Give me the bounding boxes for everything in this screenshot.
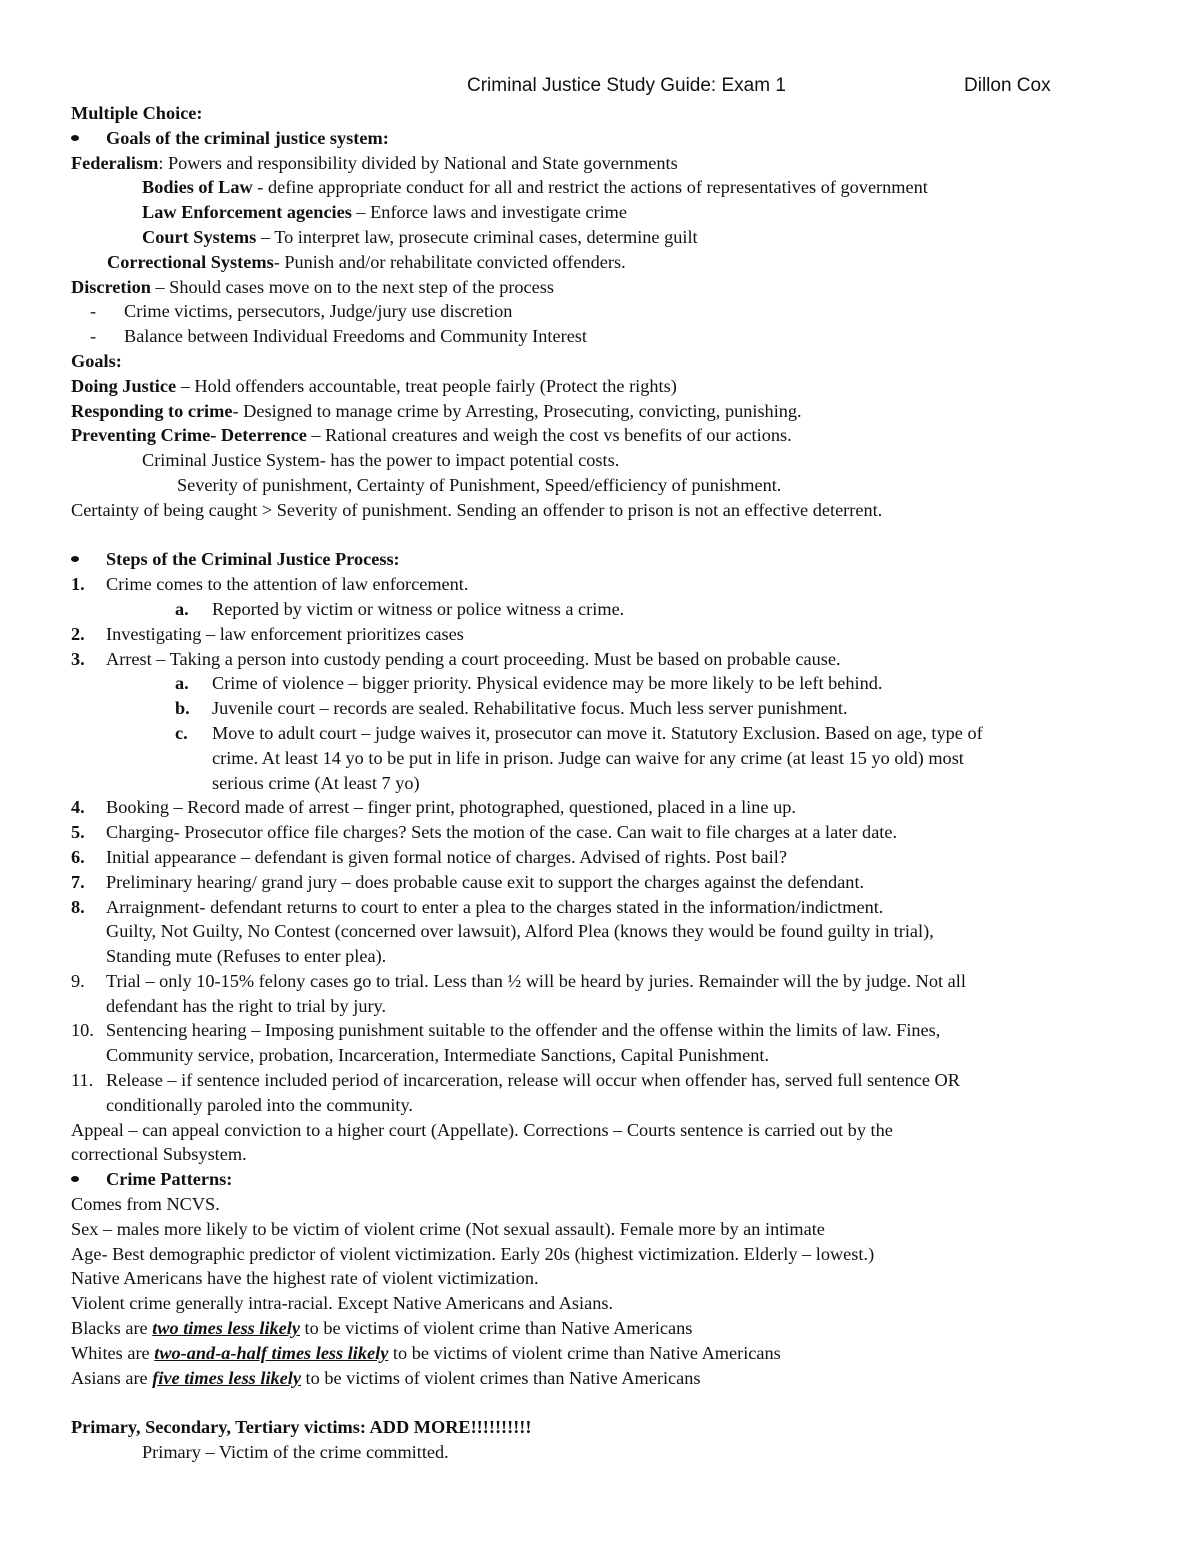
severity-line: Severity of punishment, Certainty of Punishment, Speed/efficiency of punishment. <box>177 474 782 495</box>
author-name: Dillon Cox <box>964 75 1051 96</box>
goals-label: Goals: <box>71 350 122 371</box>
list-item: - Crime victims, persecutors, Judge/jury use discretion <box>71 299 1131 324</box>
blacks-line: Blacks are two times less likely to be victims of violent crime than Native Americans <box>71 1318 693 1339</box>
certainty-line: Certainty of being caught > Severity of punishment. Sending an offender to prison is not an effective deterrent. <box>71 499 883 520</box>
step-item: 7. Preliminary hearing/ grand jury – does probable cause exit to support the charges against the defendant. <box>71 871 865 892</box>
substep-item: a. Reported by victim or witness or police witness a crime. <box>175 598 625 619</box>
whites-line: Whites are two-and-a-half times less likely to be victims of violent crime than Native Americans <box>71 1342 781 1363</box>
preventing-line: Preventing Crime- Deterrence – Rational creatures and weigh the cost vs benefits of our actions. <box>71 425 792 446</box>
pattern-line: Native Americans have the highest rate of violent victimization. <box>71 1268 539 1289</box>
dash-marker: - <box>90 301 97 322</box>
discretion-line: Discretion – Should cases move on to the next step of the process <box>71 276 555 297</box>
crime-patterns-heading: Crime Patterns: <box>71 1167 1131 1192</box>
document-body <box>71 101 1131 1465</box>
step-item: 2. Investigating – law enforcement prioritizes cases <box>71 623 464 644</box>
step-item: 9. Trial – only 10-15% felony cases go to trial. Less than ½ will be heard by juries. Remainder will the by judge. Not all <box>71 970 966 991</box>
step-item: 6. Initial appearance – defendant is given formal notice of charges. Advised of rights. Post bail? <box>71 846 787 867</box>
doing-justice-line: Doing Justice – Hold offenders accountable, treat people fairly (Protect the rights) <box>71 375 677 396</box>
law-enforcement-line: Law Enforcement agencies – Enforce laws and investigate crime <box>142 202 627 223</box>
victims-heading: Primary, Secondary, Tertiary victims: ADD MORE!!!!!!!!!! <box>71 1417 532 1438</box>
step-continuation: defendant has the right to trial by jury. <box>106 995 387 1016</box>
step-item: 5. Charging- Prosecutor office file charges? Sets the motion of the case. Can wait to file charges at a later date. <box>71 822 898 843</box>
page-header <box>0 74 1200 100</box>
bullet-icon <box>71 135 79 141</box>
substep-continuation: crime. At least 14 yo to be put in life in prison. Judge can waive for any crime (at least 15 yo old) most <box>212 747 964 768</box>
pattern-line: Comes from NCVS. <box>71 1194 220 1215</box>
cjs-line: Criminal Justice System- has the power to impact potential costs. <box>142 450 620 471</box>
step-continuation: Community service, probation, Incarceration, Intermediate Sanctions, Capital Punishment. <box>106 1045 770 1066</box>
substep-item: a. Crime of violence – bigger priority. Physical evidence may be more likely to be left behind. <box>175 673 883 694</box>
step-item: 4. Booking – Record made of arrest – finger print, photographed, questioned, placed in a line up. <box>71 797 796 818</box>
step-item: 11. Release – if sentence included period of incarceration, release will occur when offender has, served full sentence OR <box>71 1070 960 1091</box>
step-item: 8. Arraignment- defendant returns to court to enter a plea to the charges stated in the information/indictment. <box>71 896 884 917</box>
federalism-line: Federalism: Powers and responsibility divided by National and State governments <box>71 152 678 173</box>
responding-line: Responding to crime- Designed to manage crime by Arresting, Prosecuting, convicting, punishing. <box>71 400 802 421</box>
bodies-of-law-line: Bodies of Law - define appropriate conduct for all and restrict the actions of representatives of government <box>142 177 928 198</box>
step-item: 10. Sentencing hearing – Imposing punishment suitable to the offender and the offense within the limits of law. Fines, <box>71 1020 941 1041</box>
pattern-line: Sex – males more likely to be victim of violent crime (Not sexual assault). Female more by an intimate <box>71 1218 825 1239</box>
step-continuation: conditionally paroled into the community. <box>106 1094 413 1115</box>
substep-item: b. Juvenile court – records are sealed. Rehabilitative focus. Much less server punishment. <box>175 698 848 719</box>
list-item: - Balance between Individual Freedoms and Community Interest <box>71 324 1131 349</box>
step-continuation: Guilty, Not Guilty, No Contest (concerned over lawsuit), Alford Plea (knows they would be found guilty in trial), <box>106 921 934 942</box>
pattern-line: Age- Best demographic predictor of violent victimization. Early 20s (highest victimization. Elderly – lowest.) <box>71 1243 875 1264</box>
steps-heading: Steps of the Criminal Justice Process: <box>71 547 1131 572</box>
substep-item: c. Move to adult court – judge waives it, prosecutor can move it. Statutory Exclusion. Based on age, type of <box>175 722 983 743</box>
goals-heading: Goals of the criminal justice system: <box>71 126 1131 151</box>
asians-line: Asians are five times less likely to be victims of violent crimes than Native Americans <box>71 1367 701 1388</box>
appeal-continuation: correctional Subsystem. <box>71 1144 247 1165</box>
bullet-icon <box>71 1176 79 1182</box>
appeal-line: Appeal – can appeal conviction to a higher court (Appellate). Corrections – Courts sentence is carried out by the <box>71 1119 893 1140</box>
dash-marker: - <box>90 326 97 347</box>
step-item: 1. Crime comes to the attention of law enforcement. <box>71 574 469 595</box>
court-systems-line: Court Systems – To interpret law, prosecute criminal cases, determine guilt <box>142 226 698 247</box>
spacer <box>71 523 1131 548</box>
substep-continuation: serious crime (At least 7 yo) <box>212 772 420 793</box>
multiple-choice-heading: Multiple Choice: <box>71 103 203 123</box>
step-continuation: Standing mute (Refuses to enter plea). <box>106 946 387 967</box>
spacer <box>71 1390 1131 1415</box>
bullet-icon <box>71 556 79 562</box>
correctional-systems-line: Correctional Systems- Punish and/or rehabilitate convicted offenders. <box>107 251 626 272</box>
step-item: 3. Arrest – Taking a person into custody pending a court proceeding. Must be based on probable cause. <box>71 648 841 669</box>
document-title: Criminal Justice Study Guide: Exam 1 <box>467 75 786 96</box>
pattern-line: Violent crime generally intra-racial. Except Native Americans and Asians. <box>71 1293 614 1314</box>
primary-victim-line: Primary – Victim of the crime committed. <box>142 1442 449 1463</box>
